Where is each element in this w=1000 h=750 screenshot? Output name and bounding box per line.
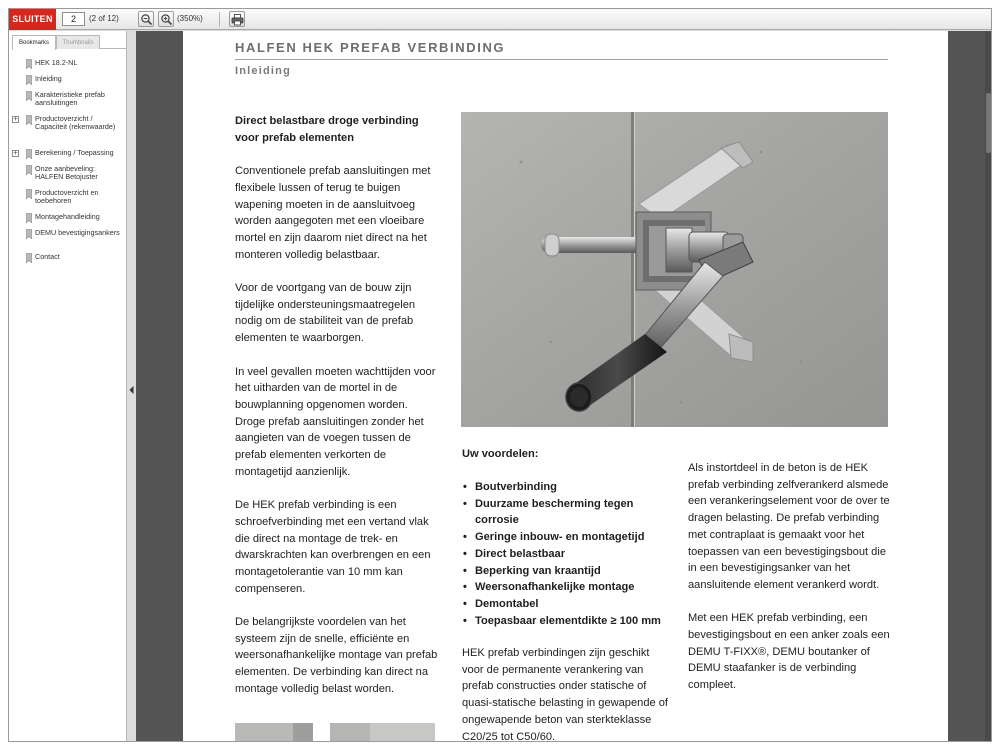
document-subtitle: Inleiding bbox=[235, 65, 292, 77]
advantages-list bbox=[462, 479, 672, 629]
print-button[interactable] bbox=[229, 11, 245, 27]
intro-paragraph: De HEK prefab verbinding is een schroefverbinding met een vertand vlak die direct na montage de trek- en dwarskrachten kan overbrengen en een montagetolerantie van 10 mm kan compenseren. bbox=[235, 499, 431, 595]
bookmarks-sidebar bbox=[9, 31, 127, 742]
list-item: • Boutverbinding bbox=[462, 479, 672, 496]
zoom-in-icon bbox=[160, 13, 173, 26]
sidebar-item-label: Montagehandleiding bbox=[35, 212, 100, 221]
product-photo bbox=[461, 112, 888, 427]
expand-icon[interactable]: + bbox=[13, 150, 18, 157]
intro-paragraph: De belangrijkste voordelen van het systeem zijn de snelle, efficiënte en weersonafhankelijke montage van prefab elementen. De verbinding kan direct na montage volledig belast worden. bbox=[235, 616, 438, 695]
bookmark-icon bbox=[26, 189, 32, 199]
sidebar-item-label: Productoverzicht / Capaciteit (rekenwaarde) bbox=[35, 114, 116, 132]
sidebar-item-label: HEK 18.2-NL bbox=[35, 58, 78, 67]
scrollbar-thumb[interactable] bbox=[986, 93, 991, 153]
zoom-out-icon bbox=[140, 13, 153, 26]
list-item: • Weersonafhankelijke montage bbox=[462, 579, 672, 596]
intro-paragraph: In veel gevallen moeten wachttijden voor het uitharden van de mortel in de bouwplanning opgenomen worden. Droge prefab aansluitingen zonder het aangieten van de voegen tussen de prefab elementen verkorten de montagetijd aanzienlijk. bbox=[235, 365, 436, 478]
bookmark-icon bbox=[26, 165, 32, 175]
list-item: • Geringe inbouw- en montagetijd bbox=[462, 529, 672, 546]
bookmark-icon bbox=[26, 253, 32, 263]
tab-thumbnails[interactable]: Thumbnails bbox=[56, 35, 100, 49]
sidebar-item-label: DEMU bevestigingsankers bbox=[35, 228, 120, 237]
description-paragraph: Met een HEK prefab verbinding, een bevestigingsbout en een anker zoals een DEMU T-FIXX®, DEMU boutanker of DEMU staafanker is de verbinding compleet. bbox=[688, 612, 890, 692]
application-paragraph: HEK prefab verbindingen zijn geschikt voor de permanente verankering van prefab constructies onder statische of quasi-statische belasting in gewapende of ongewapende beton van sterkteklasse C20/25 tot C50/60. bbox=[462, 647, 668, 742]
sidebar-item-label: Productoverzicht en toebehoren bbox=[35, 188, 99, 206]
bottom-images bbox=[235, 723, 435, 742]
close-button[interactable]: SLUITEN bbox=[9, 9, 56, 30]
pdf-page bbox=[183, 31, 948, 742]
sidebar-item-label: Inleiding bbox=[35, 74, 62, 83]
sidebar-item-label: Berekening / Toepassing bbox=[35, 148, 114, 157]
toolbar-separator bbox=[219, 12, 220, 27]
zoom-in-button[interactable] bbox=[158, 11, 174, 27]
intro-paragraph: Conventionele prefab aansluitingen met flexibele lussen of terug te buigen wapening moeten in de aansluitvoeg worden aangegoten met een vloeibare mortel en zijn daarom niet direct na het monteren volledig belastbaar. bbox=[235, 165, 431, 261]
bookmark-icon bbox=[26, 229, 32, 239]
list-item: • Direct belastbaar bbox=[462, 546, 672, 563]
intro-column bbox=[235, 113, 440, 714]
title-divider bbox=[235, 59, 888, 60]
intro-heading: Direct belastbare droge verbinding voor prefab elementen bbox=[235, 115, 419, 144]
print-icon bbox=[231, 13, 244, 26]
page-count: (2 of 12) bbox=[89, 14, 119, 23]
advantages-heading: Uw voordelen: bbox=[462, 448, 539, 460]
page-number-input[interactable]: 2 bbox=[62, 12, 85, 26]
list-item: • Duurzame bescherming tegen corrosie bbox=[462, 496, 672, 529]
bookmark-icon bbox=[26, 91, 32, 101]
document-viewport[interactable] bbox=[136, 31, 992, 742]
sidebar-item-label: Karakteristieke prefab aansluitingen bbox=[35, 90, 105, 108]
bookmark-icon bbox=[26, 115, 32, 125]
list-item: • Demontabel bbox=[462, 596, 672, 613]
sidebar-item-label: Contact bbox=[35, 252, 60, 261]
bookmark-icon bbox=[26, 213, 32, 223]
zoom-out-button[interactable] bbox=[138, 11, 154, 27]
list-item: • Beperking van kraantijd bbox=[462, 563, 672, 580]
zoom-level: (350%) bbox=[177, 14, 203, 23]
collapse-sidebar-handle[interactable] bbox=[129, 381, 134, 389]
sidebar-item-label: Onze aanbeveling: HALFEN Betojuster bbox=[35, 164, 98, 182]
chevron-left-icon bbox=[129, 386, 134, 394]
description-paragraph: Als instortdeel in de beton is de HEK prefab verbinding zelfverankerd alsmede een verankeringselement voor de over te dragen belasting. De prefab verbinding met contraplaat is gemaakt voor het toepassen van een bevestigingsbout die in een bevestigingsanker van het aansluitende element verankerd wordt. bbox=[688, 462, 890, 591]
intro-paragraph: Voor de voortgang van de bouw zijn tijdelijke ondersteuningsmaatregelen nodig om de stabiliteit van de prefab elementen te waarborgen. bbox=[235, 282, 416, 345]
bookmark-icon bbox=[26, 149, 32, 159]
tab-bookmarks[interactable]: Bookmarks bbox=[12, 35, 56, 50]
pdf-viewer-window bbox=[8, 8, 992, 742]
expand-icon[interactable]: + bbox=[13, 116, 18, 123]
list-item: • Toepasbaar elementdikte ≥ 100 mm bbox=[462, 613, 672, 630]
description-column bbox=[688, 460, 893, 711]
sidebar-tabs bbox=[12, 35, 127, 49]
bookmark-icon bbox=[26, 75, 32, 85]
document-title: HALFEN HEK PREFAB VERBINDING bbox=[235, 40, 506, 55]
bookmark-icon bbox=[26, 59, 32, 69]
toolbar bbox=[9, 9, 992, 30]
